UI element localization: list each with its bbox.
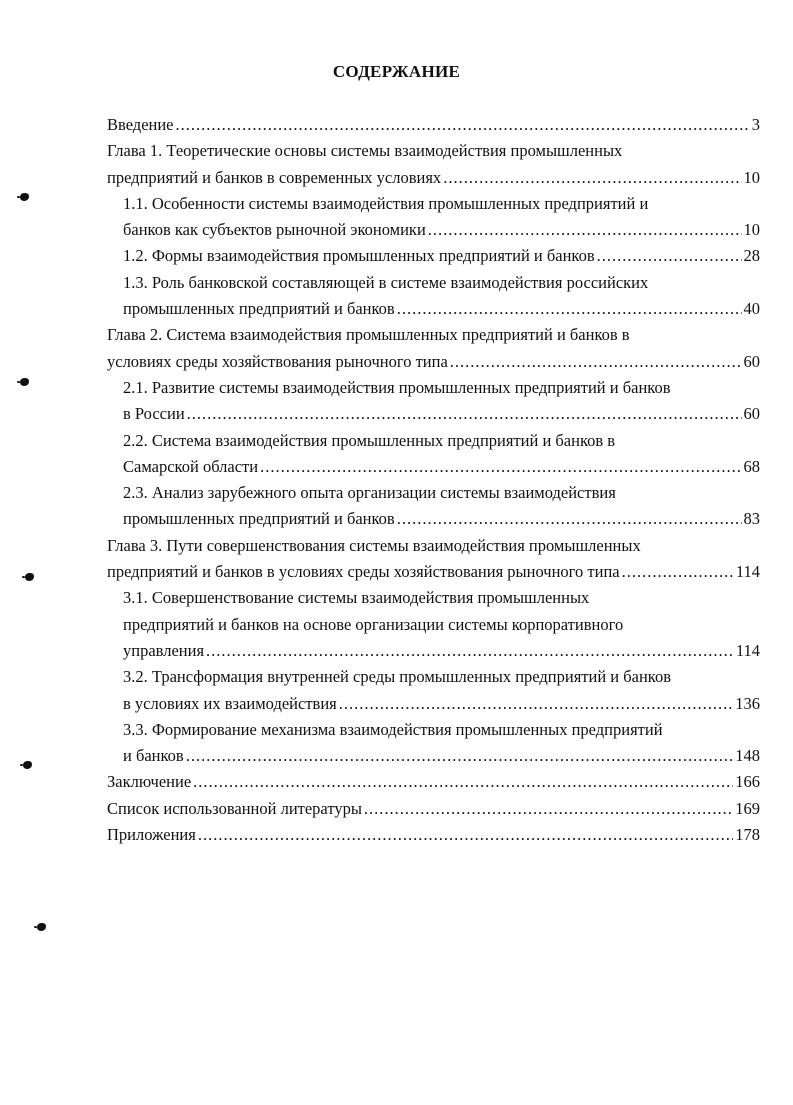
toc-entry-text: Заключение bbox=[107, 772, 192, 792]
toc-page-number: 68 bbox=[743, 456, 760, 476]
dot-leader bbox=[443, 165, 741, 191]
dot-leader bbox=[339, 691, 734, 717]
toc-entry-text: предприятий и банков в современных условиях bbox=[107, 167, 442, 187]
page-title: СОДЕРЖАНИЕ bbox=[332, 62, 461, 81]
toc-entry-text: 1.1. Особенности системы взаимодействия промышленных предприятий и bbox=[123, 193, 649, 213]
toc-entry bbox=[107, 112, 760, 138]
toc-page-number: 83 bbox=[743, 509, 760, 529]
dot-leader bbox=[186, 743, 734, 769]
toc-entry-text: и банков bbox=[123, 746, 184, 766]
toc-page-number: 60 bbox=[743, 351, 760, 371]
dot-leader bbox=[597, 243, 742, 269]
toc-entry-line bbox=[123, 217, 760, 243]
toc-page-number: 114 bbox=[735, 562, 760, 582]
toc-page-number: 3 bbox=[751, 115, 760, 134]
toc-entry bbox=[107, 138, 760, 191]
dot-leader bbox=[198, 822, 733, 848]
toc-entry bbox=[107, 191, 760, 244]
toc-entry bbox=[107, 822, 760, 848]
dot-leader bbox=[193, 769, 733, 795]
toc-entry-text: 2.1. Развитие системы взаимодействия промышленных предприятий и банков bbox=[123, 377, 671, 397]
toc-entry bbox=[107, 769, 760, 795]
toc-entry-text: Приложения bbox=[107, 825, 196, 845]
binding-hole-mark bbox=[23, 761, 32, 769]
dot-leader bbox=[176, 112, 750, 138]
toc-entry bbox=[107, 796, 760, 822]
toc-entry-text: управления bbox=[123, 640, 205, 660]
dot-leader bbox=[260, 454, 741, 480]
toc-entry-line bbox=[107, 559, 760, 585]
toc-entry bbox=[107, 585, 760, 664]
dot-leader bbox=[187, 401, 742, 427]
toc-entry-line bbox=[123, 243, 760, 269]
toc-entry-text: Введение bbox=[107, 115, 174, 134]
toc-entry bbox=[107, 322, 760, 375]
toc-page-number: 114 bbox=[735, 640, 760, 660]
toc-entry-text: Глава 3. Пути совершенствования системы взаимодействия промышленных bbox=[107, 535, 641, 555]
toc-entry-text: Список использованной литературы bbox=[107, 798, 362, 818]
toc-entry-text: 2.3. Анализ зарубежного опыта организации системы взаимодействия bbox=[123, 483, 616, 503]
toc-entry-line bbox=[123, 296, 760, 322]
toc-entry-text: Глава 1. Теоретические основы системы взаимодействия промышленных bbox=[107, 141, 623, 161]
toc-entry-text: 3.3. Формирование механизма взаимодействия промышленных предприятий bbox=[123, 719, 663, 739]
toc-page-number: 10 bbox=[743, 220, 760, 240]
dot-leader bbox=[397, 296, 742, 322]
toc-page-number: 40 bbox=[743, 299, 760, 319]
toc-entry-text: предприятий и банков на основе организации системы корпоративного bbox=[123, 614, 624, 634]
toc-entry-line bbox=[123, 454, 760, 480]
toc-page-number: 169 bbox=[735, 798, 760, 818]
toc-entry-text: Глава 2. Система взаимодействия промышленных предприятий и банков в bbox=[107, 325, 630, 345]
toc-entry bbox=[107, 664, 760, 717]
toc-entry-line bbox=[123, 638, 760, 664]
toc-entry-text: банков как субъектов рыночной экономики bbox=[123, 220, 426, 240]
toc-entry-line bbox=[107, 349, 760, 375]
toc-entry-text: промышленных предприятий и банков bbox=[123, 509, 395, 529]
toc-entry bbox=[107, 533, 760, 586]
binding-hole-mark bbox=[20, 193, 29, 201]
toc-entry-text: в условиях их взаимодействия bbox=[123, 693, 337, 713]
toc-entry bbox=[107, 717, 760, 770]
toc-entry bbox=[107, 270, 760, 323]
toc-entry-line bbox=[107, 112, 760, 138]
toc-entry-line bbox=[107, 165, 760, 191]
toc-page-number: 178 bbox=[735, 825, 760, 845]
toc-page-number: 10 bbox=[743, 167, 760, 187]
toc-page-number: 166 bbox=[735, 772, 760, 792]
toc-entry-text: предприятий и банков в условиях среды хозяйствования рыночного типа bbox=[107, 562, 620, 582]
toc-entry-text: 3.1. Совершенствование системы взаимодействия промышленных bbox=[123, 588, 590, 608]
toc-entry-line bbox=[107, 822, 760, 848]
toc-entry bbox=[107, 480, 760, 533]
binding-hole-mark bbox=[37, 923, 46, 931]
dot-leader bbox=[622, 559, 734, 585]
toc-entry-line bbox=[107, 796, 760, 822]
binding-hole-mark bbox=[25, 573, 34, 581]
toc-entry-line bbox=[123, 401, 760, 427]
toc-entry-text: 2.2. Система взаимодействия промышленных предприятий и банков в bbox=[123, 430, 616, 450]
binding-hole-mark bbox=[20, 378, 29, 386]
toc-entry-line bbox=[123, 691, 760, 717]
dot-leader bbox=[364, 796, 733, 822]
dot-leader bbox=[428, 217, 742, 243]
toc-page-number: 60 bbox=[743, 404, 760, 424]
dot-leader bbox=[450, 349, 742, 375]
toc-page-number: 136 bbox=[735, 693, 760, 713]
toc-entry-text: 1.2. Формы взаимодействия промышленных предприятий и банков bbox=[123, 246, 595, 266]
table-of-contents bbox=[107, 112, 760, 848]
toc-entry-text: Самарской области bbox=[123, 456, 259, 476]
toc-entry bbox=[107, 243, 760, 269]
toc-entry-text: 1.3. Роль банковской составляющей в системе взаимодействия российских bbox=[123, 272, 649, 292]
toc-entry-text: 3.2. Трансформация внутренней среды промышленных предприятий и банков bbox=[123, 667, 672, 687]
toc-page-number: 28 bbox=[743, 246, 760, 266]
toc-entry-text: в России bbox=[123, 404, 185, 424]
toc-entry-line bbox=[123, 743, 760, 769]
toc-page-number: 148 bbox=[735, 746, 760, 766]
toc-entry bbox=[107, 375, 760, 428]
toc-entry-text: промышленных предприятий и банков bbox=[123, 299, 395, 319]
toc-entry-line bbox=[107, 769, 760, 795]
dot-leader bbox=[206, 638, 734, 664]
dot-leader bbox=[397, 506, 742, 532]
toc-entry-text: условиях среды хозяйствования рыночного типа bbox=[107, 351, 448, 371]
toc-entry-line bbox=[123, 506, 760, 532]
toc-entry bbox=[107, 428, 760, 481]
